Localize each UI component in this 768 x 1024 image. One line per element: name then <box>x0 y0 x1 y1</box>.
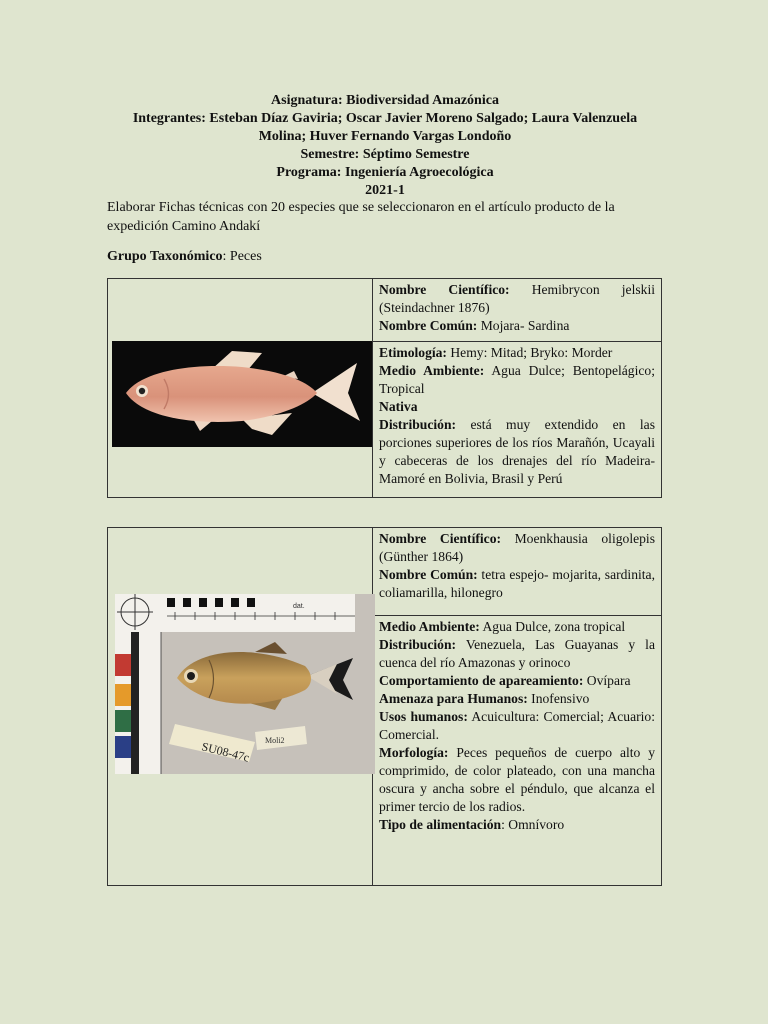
intro-paragraph: Elaborar Fichas técnicas con 20 especies que se seleccionaron en el artículo producto de la expedición Camino Andakí <box>107 200 615 234</box>
species-1-details-cell <box>373 342 662 498</box>
species-2-habitat-label: Medio Ambiente: <box>379 619 480 634</box>
species-2-photo-cell <box>108 528 373 886</box>
species-card-1 <box>107 278 662 498</box>
species-1-scientific-label: Nombre Científico: <box>379 282 510 297</box>
photo-label-text: Moli2 <box>265 736 285 745</box>
integrantes-line-2: Molina; Huver Fernando Vargas Londoño <box>258 129 512 144</box>
species-2-threat: Inofensivo <box>527 691 590 706</box>
species-2-uses: Acuicultura: Comercial; Acuario: Comercial. <box>379 709 655 742</box>
photo-scale-label: dat. <box>293 603 305 610</box>
species-2-threat-label: Amenaza para Humanos: <box>379 691 528 706</box>
species-1-distribution: está muy extendido en las porciones superiores de los ríos Marañón, Ucayali y cabeceras de los drenajes del río Madeira-Mamoré en Bolivia, Brasil y Perú <box>379 417 655 486</box>
species-2-diet: : Omnívoro <box>501 817 565 832</box>
species-1-etymology-label: Etimología: <box>379 345 447 360</box>
species-2-uses-label: Usos humanos: <box>379 709 468 724</box>
document-header <box>105 92 665 200</box>
species-1-photo-cell <box>108 279 373 498</box>
species-2-diet-label: Tipo de alimentación <box>379 817 502 832</box>
species-2-details-cell <box>373 616 662 886</box>
species-1-native-label: Nativa <box>379 399 418 414</box>
integrantes-line-1: Integrantes: Esteban Díaz Gaviria; Oscar Javier Moreno Salgado; Laura Valenzuela <box>132 111 638 126</box>
species-1-photo <box>112 341 372 447</box>
species-2-distribution-label: Distribución: <box>379 637 457 652</box>
species-2-common-label: Nombre Común: <box>379 567 478 582</box>
year-line: 2021-1 <box>365 183 405 198</box>
photo-tag-text: SU08-47c <box>200 739 251 765</box>
species-2-names-cell <box>373 528 662 616</box>
species-2-distribution: Venezuela, Las Guayanas y la cuenca del río Amazonas y orinoco <box>379 637 655 670</box>
species-2-behavior: Ovípara <box>583 673 631 688</box>
species-2-scientific-label: Nombre Científico: <box>379 531 502 546</box>
species-2-morphology-label: Morfología: <box>379 745 449 760</box>
species-2-habitat: Agua Dulce, zona tropical <box>479 619 626 634</box>
species-1-habitat: Agua Dulce; Bentopelágico; Tropical <box>379 363 655 396</box>
species-1-habitat-label: Medio Ambiente: <box>379 363 485 378</box>
grupo-value: : Peces <box>222 249 262 264</box>
grupo-label: Grupo Taxonómico <box>107 249 223 264</box>
species-1-names-cell <box>373 279 662 342</box>
species-1-distribution-label: Distribución: <box>379 417 457 432</box>
asignatura-line: Asignatura: Biodiversidad Amazónica <box>271 93 499 108</box>
species-card-2 <box>107 527 662 886</box>
species-2-behavior-label: Comportamiento de apareamiento: <box>379 673 584 688</box>
species-1-common-name: Mojara- Sardina <box>477 318 570 333</box>
species-1-common-label: Nombre Común: <box>379 318 478 333</box>
programa-line: Programa: Ingeniería Agroecológica <box>276 165 494 180</box>
species-2-photo <box>115 594 375 774</box>
species-2-scientific-name: Moenkhausia oligolepis (Günther 1864) <box>379 531 655 564</box>
semestre-line: Semestre: Séptimo Semestre <box>300 147 470 162</box>
species-1-scientific-name: Hemibrycon jelskii (Steindachner 1876) <box>379 282 655 315</box>
species-2-common-name: tetra espejo- mojarita, sardinita, coliamarilla, hilonegro <box>379 567 655 600</box>
species-1-etymology: Hemy: Mitad; Bryko: Morder <box>446 345 613 360</box>
species-2-morphology: Peces pequeños de cuerpo alto y comprimido, de color plateado, con una mancha oscura y ancha sobre el péndulo, que alcanza el primer tercio de los radios. <box>379 745 655 814</box>
grupo-taxonomico <box>107 248 262 266</box>
